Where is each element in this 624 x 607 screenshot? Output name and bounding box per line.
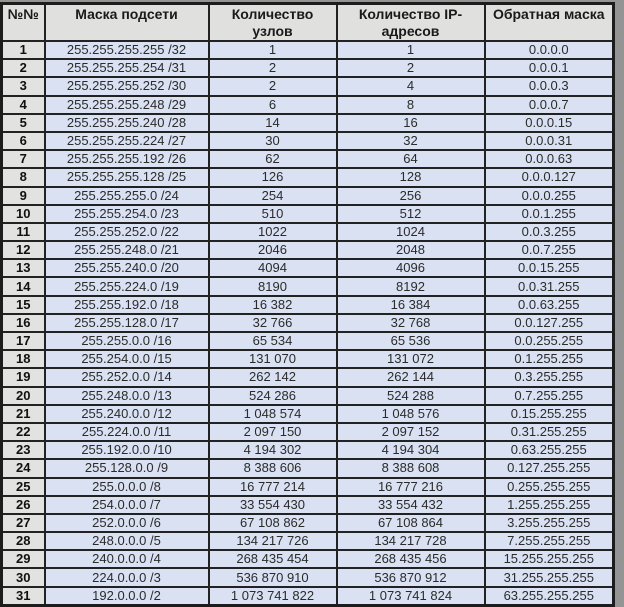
table-row (2, 223, 614, 241)
host-count-cell: 32 766 (209, 314, 337, 332)
subnet-mask-cell: 255.255.254.0 /23 (45, 205, 209, 223)
wildcard-mask-cell: 0.0.127.255 (485, 314, 614, 332)
row-number-cell: 6 (2, 132, 45, 150)
subnet-mask-cell: 255.255.192.0 /18 (45, 296, 209, 314)
wildcard-mask-cell: 0.1.255.255 (485, 350, 614, 368)
row-number-cell: 20 (2, 387, 45, 405)
host-count-cell: 536 870 910 (209, 568, 337, 586)
subnet-mask-cell: 255.0.0.0 /8 (45, 478, 209, 496)
ip-count-cell: 1024 (337, 223, 485, 241)
row-number-cell: 2 (2, 59, 45, 77)
host-count-cell: 2 (209, 77, 337, 95)
row-number-cell: 30 (2, 568, 45, 586)
ip-count-cell: 32 768 (337, 314, 485, 332)
host-count-cell: 8190 (209, 277, 337, 295)
subnet-mask-cell: 248.0.0.0 /5 (45, 532, 209, 550)
subnet-mask-table (0, 2, 615, 607)
ip-count-cell: 1 (337, 41, 485, 59)
table-row (2, 59, 614, 77)
row-number-cell: 1 (2, 41, 45, 59)
wildcard-mask-cell: 1.255.255.255 (485, 496, 614, 514)
row-number-cell: 3 (2, 77, 45, 95)
wildcard-mask-cell: 0.15.255.255 (485, 405, 614, 423)
host-count-cell: 8 388 606 (209, 459, 337, 477)
host-count-cell: 510 (209, 205, 337, 223)
wildcard-mask-cell: 0.0.31.255 (485, 277, 614, 295)
table-row (2, 205, 614, 223)
host-count-cell: 1 (209, 41, 337, 59)
subnet-mask-cell: 255.192.0.0 /10 (45, 441, 209, 459)
subnet-mask-cell: 255.255.255.252 /30 (45, 77, 209, 95)
table-row (2, 332, 614, 350)
subnet-mask-cell: 255.255.255.255 /32 (45, 41, 209, 59)
wildcard-mask-cell: 0.0.15.255 (485, 259, 614, 277)
host-count-cell: 262 142 (209, 368, 337, 386)
row-number-cell: 4 (2, 96, 45, 114)
row-number-cell: 27 (2, 514, 45, 532)
table-row (2, 241, 614, 259)
row-number-cell: 28 (2, 532, 45, 550)
row-number-cell: 7 (2, 150, 45, 168)
host-count-cell: 16 382 (209, 296, 337, 314)
subnet-mask-cell: 255.224.0.0 /11 (45, 423, 209, 441)
host-count-cell: 33 554 430 (209, 496, 337, 514)
subnet-mask-cell: 255.255.128.0 /17 (45, 314, 209, 332)
row-number-cell: 17 (2, 332, 45, 350)
ip-count-cell: 134 217 728 (337, 532, 485, 550)
table-row (2, 496, 614, 514)
host-count-cell: 1 073 741 822 (209, 587, 337, 606)
row-number-cell: 21 (2, 405, 45, 423)
host-count-cell: 524 286 (209, 387, 337, 405)
subnet-mask-cell: 255.128.0.0 /9 (45, 459, 209, 477)
ip-count-cell: 8 388 608 (337, 459, 485, 477)
wildcard-mask-cell: 0.0.0.1 (485, 59, 614, 77)
row-number-cell: 13 (2, 259, 45, 277)
subnet-mask-cell: 252.0.0.0 /6 (45, 514, 209, 532)
column-header-subnet-mask: Маска подсети (45, 4, 209, 42)
ip-count-cell: 64 (337, 150, 485, 168)
table-row (2, 150, 614, 168)
column-header-ip-count: Количество IP-адресов (337, 4, 485, 42)
table-row (2, 532, 614, 550)
subnet-mask-cell: 255.248.0.0 /13 (45, 387, 209, 405)
ip-count-cell: 256 (337, 187, 485, 205)
row-number-cell: 8 (2, 168, 45, 186)
row-number-cell: 15 (2, 296, 45, 314)
ip-count-cell: 1 073 741 824 (337, 587, 485, 606)
host-count-cell: 126 (209, 168, 337, 186)
host-count-cell: 131 070 (209, 350, 337, 368)
table-row (2, 187, 614, 205)
ip-count-cell: 2 097 152 (337, 423, 485, 441)
table-row (2, 368, 614, 386)
ip-count-cell: 4096 (337, 259, 485, 277)
host-count-cell: 254 (209, 187, 337, 205)
subnet-mask-cell: 224.0.0.0 /3 (45, 568, 209, 586)
row-number-cell: 31 (2, 587, 45, 606)
subnet-mask-cell: 255.255.240.0 /20 (45, 259, 209, 277)
row-number-cell: 23 (2, 441, 45, 459)
subnet-mask-cell: 255.255.255.240 /28 (45, 114, 209, 132)
ip-count-cell: 16 777 216 (337, 478, 485, 496)
table-body (2, 41, 614, 605)
row-number-cell: 5 (2, 114, 45, 132)
wildcard-mask-cell: 0.0.0.31 (485, 132, 614, 150)
table-row (2, 96, 614, 114)
subnet-mask-cell: 192.0.0.0 /2 (45, 587, 209, 606)
host-count-cell: 65 534 (209, 332, 337, 350)
table-row (2, 277, 614, 295)
host-count-cell: 2 097 150 (209, 423, 337, 441)
row-number-cell: 29 (2, 550, 45, 568)
row-number-cell: 9 (2, 187, 45, 205)
table-row (2, 514, 614, 532)
table-row (2, 314, 614, 332)
ip-count-cell: 67 108 864 (337, 514, 485, 532)
ip-count-cell: 2048 (337, 241, 485, 259)
subnet-mask-cell: 255.255.252.0 /22 (45, 223, 209, 241)
row-number-cell: 26 (2, 496, 45, 514)
wildcard-mask-cell: 63.255.255.255 (485, 587, 614, 606)
subnet-mask-cell: 255.255.255.0 /24 (45, 187, 209, 205)
table-row (2, 114, 614, 132)
wildcard-mask-cell: 0.0.0.255 (485, 187, 614, 205)
table-row (2, 441, 614, 459)
table-row (2, 296, 614, 314)
subnet-mask-cell: 255.255.248.0 /21 (45, 241, 209, 259)
column-header-row-number: №№ (2, 4, 45, 42)
table-row (2, 387, 614, 405)
subnet-mask-cell: 255.255.255.224 /27 (45, 132, 209, 150)
wildcard-mask-cell: 15.255.255.255 (485, 550, 614, 568)
wildcard-mask-cell: 31.255.255.255 (485, 568, 614, 586)
table-row (2, 423, 614, 441)
ip-count-cell: 33 554 432 (337, 496, 485, 514)
table-row (2, 568, 614, 586)
column-header-wildcard-mask: Обратная маска (485, 4, 614, 42)
subnet-mask-cell: 255.255.255.254 /31 (45, 59, 209, 77)
ip-count-cell: 8 (337, 96, 485, 114)
subnet-mask-cell: 255.240.0.0 /12 (45, 405, 209, 423)
subnet-mask-cell: 255.255.255.128 /25 (45, 168, 209, 186)
table-row (2, 459, 614, 477)
ip-count-cell: 131 072 (337, 350, 485, 368)
wildcard-mask-cell: 0.3.255.255 (485, 368, 614, 386)
host-count-cell: 16 777 214 (209, 478, 337, 496)
column-header-host-count: Количество узлов (209, 4, 337, 42)
wildcard-mask-cell: 0.0.1.255 (485, 205, 614, 223)
table-row (2, 478, 614, 496)
wildcard-mask-cell: 0.0.0.63 (485, 150, 614, 168)
host-count-cell: 2046 (209, 241, 337, 259)
table-row (2, 405, 614, 423)
wildcard-mask-cell: 7.255.255.255 (485, 532, 614, 550)
wildcard-mask-cell: 0.0.63.255 (485, 296, 614, 314)
subnet-mask-cell: 255.255.255.192 /26 (45, 150, 209, 168)
ip-count-cell: 4 (337, 77, 485, 95)
host-count-cell: 14 (209, 114, 337, 132)
wildcard-mask-cell: 0.0.0.0 (485, 41, 614, 59)
wildcard-mask-cell: 0.7.255.255 (485, 387, 614, 405)
host-count-cell: 1022 (209, 223, 337, 241)
ip-count-cell: 128 (337, 168, 485, 186)
wildcard-mask-cell: 0.63.255.255 (485, 441, 614, 459)
row-number-cell: 11 (2, 223, 45, 241)
row-number-cell: 22 (2, 423, 45, 441)
wildcard-mask-cell: 0.0.0.3 (485, 77, 614, 95)
ip-count-cell: 536 870 912 (337, 568, 485, 586)
table-row (2, 41, 614, 59)
table-row (2, 550, 614, 568)
wildcard-mask-cell: 0.0.3.255 (485, 223, 614, 241)
ip-count-cell: 16 (337, 114, 485, 132)
subnet-mask-cell: 255.254.0.0 /15 (45, 350, 209, 368)
host-count-cell: 30 (209, 132, 337, 150)
host-count-cell: 134 217 726 (209, 532, 337, 550)
host-count-cell: 1 048 574 (209, 405, 337, 423)
ip-count-cell: 2 (337, 59, 485, 77)
subnet-mask-cell: 255.255.255.248 /29 (45, 96, 209, 114)
row-number-cell: 18 (2, 350, 45, 368)
row-number-cell: 10 (2, 205, 45, 223)
wildcard-mask-cell: 0.31.255.255 (485, 423, 614, 441)
ip-count-cell: 524 288 (337, 387, 485, 405)
wildcard-mask-cell: 0.0.0.7 (485, 96, 614, 114)
row-number-cell: 14 (2, 277, 45, 295)
table-row (2, 77, 614, 95)
table-row (2, 168, 614, 186)
subnet-mask-cell: 240.0.0.0 /4 (45, 550, 209, 568)
wildcard-mask-cell: 0.0.0.127 (485, 168, 614, 186)
header-row (2, 4, 614, 42)
ip-count-cell: 16 384 (337, 296, 485, 314)
ip-count-cell: 1 048 576 (337, 405, 485, 423)
table-row (2, 350, 614, 368)
subnet-mask-cell: 254.0.0.0 /7 (45, 496, 209, 514)
table-row (2, 259, 614, 277)
subnet-mask-cell: 255.252.0.0 /14 (45, 368, 209, 386)
wildcard-mask-cell: 0.0.7.255 (485, 241, 614, 259)
row-number-cell: 25 (2, 478, 45, 496)
ip-count-cell: 65 536 (337, 332, 485, 350)
wildcard-mask-cell: 0.127.255.255 (485, 459, 614, 477)
host-count-cell: 4 194 302 (209, 441, 337, 459)
ip-count-cell: 262 144 (337, 368, 485, 386)
host-count-cell: 67 108 862 (209, 514, 337, 532)
ip-count-cell: 8192 (337, 277, 485, 295)
table-row (2, 132, 614, 150)
table-row (2, 587, 614, 606)
host-count-cell: 2 (209, 59, 337, 77)
row-number-cell: 19 (2, 368, 45, 386)
host-count-cell: 6 (209, 96, 337, 114)
ip-count-cell: 32 (337, 132, 485, 150)
wildcard-mask-cell: 3.255.255.255 (485, 514, 614, 532)
wildcard-mask-cell: 0.0.0.15 (485, 114, 614, 132)
ip-count-cell: 268 435 456 (337, 550, 485, 568)
host-count-cell: 62 (209, 150, 337, 168)
ip-count-cell: 4 194 304 (337, 441, 485, 459)
subnet-mask-cell: 255.255.0.0 /16 (45, 332, 209, 350)
wildcard-mask-cell: 0.0.255.255 (485, 332, 614, 350)
host-count-cell: 4094 (209, 259, 337, 277)
host-count-cell: 268 435 454 (209, 550, 337, 568)
subnet-mask-cell: 255.255.224.0 /19 (45, 277, 209, 295)
ip-count-cell: 512 (337, 205, 485, 223)
wildcard-mask-cell: 0.255.255.255 (485, 478, 614, 496)
row-number-cell: 24 (2, 459, 45, 477)
row-number-cell: 12 (2, 241, 45, 259)
row-number-cell: 16 (2, 314, 45, 332)
